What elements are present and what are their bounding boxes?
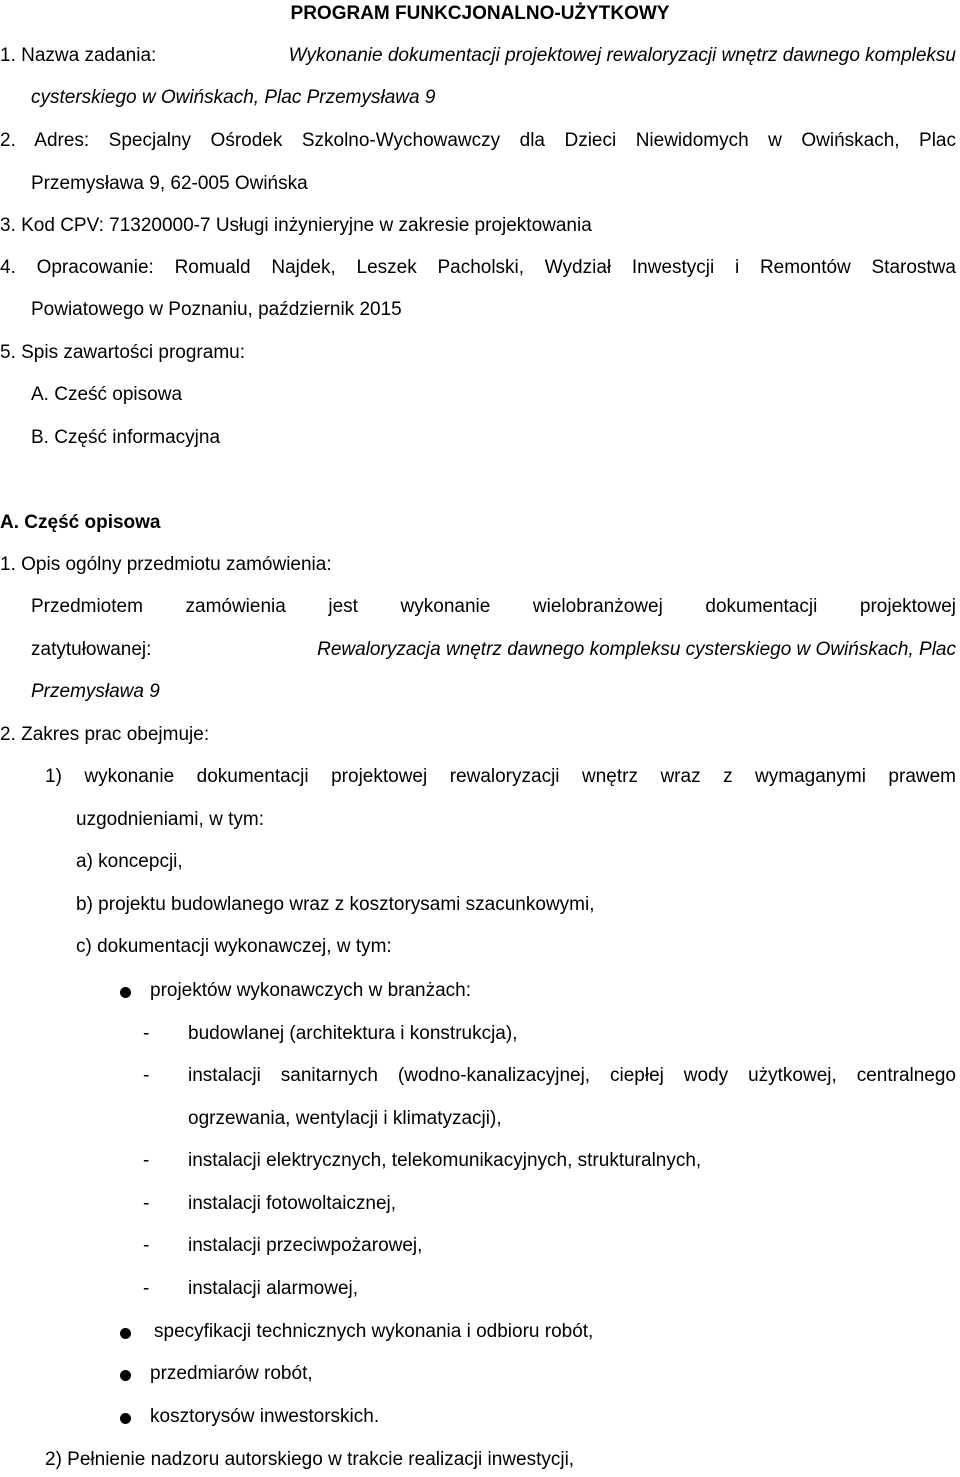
bullet-item-2: specyfikacji technicznych wykonania i odbioru robót,: [154, 1321, 594, 1342]
sub-item-a: a) koncepcji,: [76, 851, 183, 872]
toc-item-a: A. Cześć opisowa: [31, 384, 183, 405]
dash-item-5: instalacji przeciwpożarowej,: [188, 1235, 423, 1256]
item-2-line-2: Przemysława 9, 62-005 Owińska: [31, 173, 308, 194]
dash-item-2-line-1: instalacji sanitarnych (wodno-kanalizacyjnej, ciepłej wody użytkowej, centralnego: [188, 1065, 956, 1086]
bullet-marker: [120, 987, 131, 998]
bullet-marker: [120, 1328, 131, 1339]
dash-marker: -: [143, 1193, 150, 1214]
document-title: PROGRAM FUNKCJONALNO-UŻYTKOWY: [290, 3, 670, 24]
dash-item-6: instalacji alarmowej,: [188, 1278, 359, 1299]
p1-heading: 1. Opis ogólny przedmiotu zamówienia:: [0, 554, 332, 575]
sub-item-c: c) dokumentacji wykonawczej, w tym:: [76, 936, 392, 957]
item-1-prefix: 1. Nazwa zadania:: [0, 45, 157, 66]
bullet-item-3: przedmiarów robót,: [150, 1363, 313, 1384]
bullet-item-1: projektów wykonawczych w branżach:: [150, 980, 472, 1001]
p2-heading: 2. Zakres prac obejmuje:: [0, 724, 210, 745]
dash-marker: -: [143, 1278, 150, 1299]
item-1-line-2: cysterskiego w Owińskach, Plac Przemysława 9: [31, 87, 436, 108]
dash-item-1: budowlanej (architektura i konstrukcja),: [188, 1023, 518, 1044]
scope-1-line-1: 1) wykonanie dokumentacji projektowej rewaloryzacji wnętrz wraz z wymaganymi prawem: [45, 766, 956, 787]
dash-item-4: instalacji fotowoltaicznej,: [188, 1193, 397, 1214]
toc-item-b: B. Część informacyjna: [31, 427, 221, 448]
item-1-line-1: [0, 45, 956, 67]
item-2-line-1: 2. Adres: Specjalny Ośrodek Szkolno-Wychowawczy dla Dzieci Niewidomych w Owińskach, Plac: [0, 130, 956, 151]
item-3: 3. Kod CPV: 71320000-7 Usługi inżynieryjne w zakresie projektowania: [0, 215, 592, 236]
dash-marker: -: [143, 1150, 150, 1171]
bullet-marker: [120, 1370, 131, 1381]
dash-marker: -: [143, 1065, 150, 1086]
dash-marker: -: [143, 1235, 150, 1256]
item-4-line-2: Powiatowego w Poznaniu, październik 2015: [31, 299, 402, 320]
p1-line-3: Przemysława 9: [31, 681, 160, 702]
dash-marker: -: [143, 1023, 150, 1044]
bullet-marker: [120, 1413, 131, 1424]
item-5: 5. Spis zawartości programu:: [0, 342, 245, 363]
p1-line-2: [31, 639, 956, 661]
p1-line-2-prefix: zatytułowanej:: [31, 639, 152, 660]
item-1-task-name: Wykonanie dokumentacji projektowej rewaloryzacji wnętrz dawnego kompleksu: [288, 45, 956, 66]
sub-item-b: b) projektu budowlanego wraz z kosztorysami szacunkowymi,: [76, 894, 595, 915]
item-4-line-1: 4. Opracowanie: Romuald Najdek, Leszek Pacholski, Wydział Inwestycji i Remontów Starostwa: [0, 257, 956, 278]
p1-line-1: Przedmiotem zamówienia jest wykonanie wielobranżowej dokumentacji projektowej: [31, 596, 956, 617]
scope-2: 2) Pełnienie nadzoru autorskiego w trakcie realizacji inwestycji,: [45, 1449, 575, 1470]
dash-item-2-line-2: ogrzewania, wentylacji i klimatyzacji),: [188, 1108, 502, 1129]
section-a-heading: A. Część opisowa: [0, 512, 161, 533]
bullet-item-4: kosztorysów inwestorskich.: [150, 1406, 380, 1427]
scope-1-line-2: uzgodnieniami, w tym:: [76, 809, 264, 830]
p1-task-title: Rewaloryzacja wnętrz dawnego kompleksu cysterskiego w Owińskach, Plac: [317, 639, 956, 660]
dash-item-3: instalacji elektrycznych, telekomunikacyjnych, strukturalnych,: [188, 1150, 702, 1171]
